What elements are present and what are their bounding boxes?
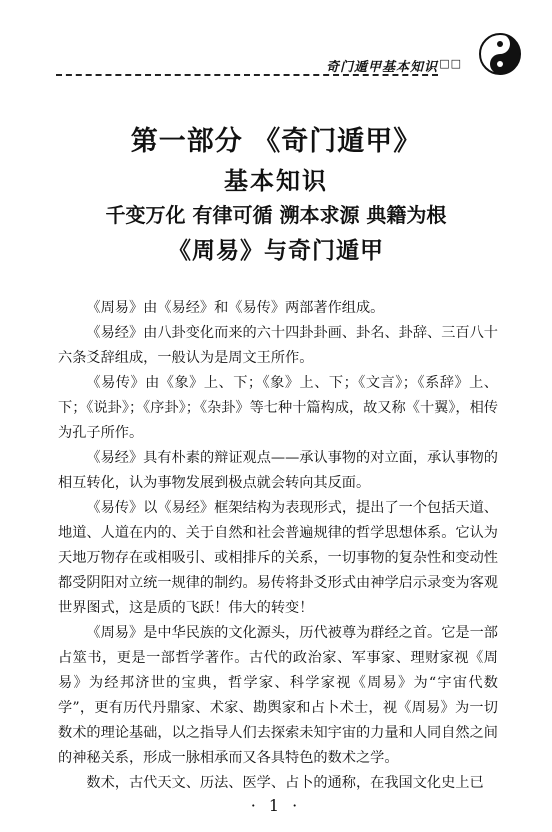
part-title: 第一部分 《奇门遁甲》 — [130, 126, 422, 157]
paragraph: 《周易》由《易经》和《易传》两部著作组成。 — [86, 300, 385, 316]
body-text — [58, 296, 498, 796]
section-title: 《周易》与奇门遁甲 — [168, 238, 384, 264]
running-title: 奇门遁甲基本知识 — [325, 60, 438, 75]
taiji-icon — [478, 32, 522, 76]
page-number: · 1 · — [250, 796, 302, 815]
header-boxes: □□ — [439, 57, 462, 70]
chapter-tagline: 千变万化 有律可循 溯本求源 典籍为根 — [105, 203, 447, 227]
title-block — [40, 124, 512, 268]
paragraph: 《易传》由《象》上、下；《象》上、下；《文言》；《系辞》上、下；《说卦》；《序卦》；《杂卦》等七种十篇构成，故又称《十翼》，相传为孔子所作。 — [58, 375, 498, 441]
paragraph: 《周易》是中华民族的文化源头，历代被尊为群经之首。它是一部占筮书，更是一部哲学著作。古代的政治家、军事家、理财家视《周易》为经邦济世的宝典，哲学家、科学家视《周易》为“宇宙代数学”，更有历代丹鼎家、术家、勘舆家和占卜术士，视《周易》为一切数术的理论基础，以之指导人们去探索未知宇宙的力量和人同自然之间的神秘关系，形成一脉相承而又各具特色的数术之学。 — [58, 625, 498, 766]
chapter-subtitle: 基本知识 — [224, 167, 328, 195]
paragraph: 数术，古代天文、历法、医学、占卜的通称，在我国文化史上已 — [86, 775, 484, 791]
paragraph: 《易传》以《易经》框架结构为表现形式，提出了一个包括天道、地道、人道在内的、关于自然和社会普遍规律的哲学思想体系。它认为天地万物存在或相吸引、或相排斥的关系，一切事物的复杂性和变动性都受阴阳对立统一规律的制约。易传将卦爻形式由神学启示录变为客观世界图式，这是质的飞跃！伟大的转变！ — [58, 500, 498, 616]
paragraph: 《易经》由八卦变化而来的六十四卦卦画、卦名、卦辞、三百八十六条爻辞组成，一般认为是周文王所作。 — [58, 325, 498, 366]
paragraph: 《易经》具有朴素的辩证观点——承认事物的对立面，承认事物的相互转化，认为事物发展到极点就会转向其反面。 — [58, 450, 498, 491]
running-header — [56, 52, 496, 76]
